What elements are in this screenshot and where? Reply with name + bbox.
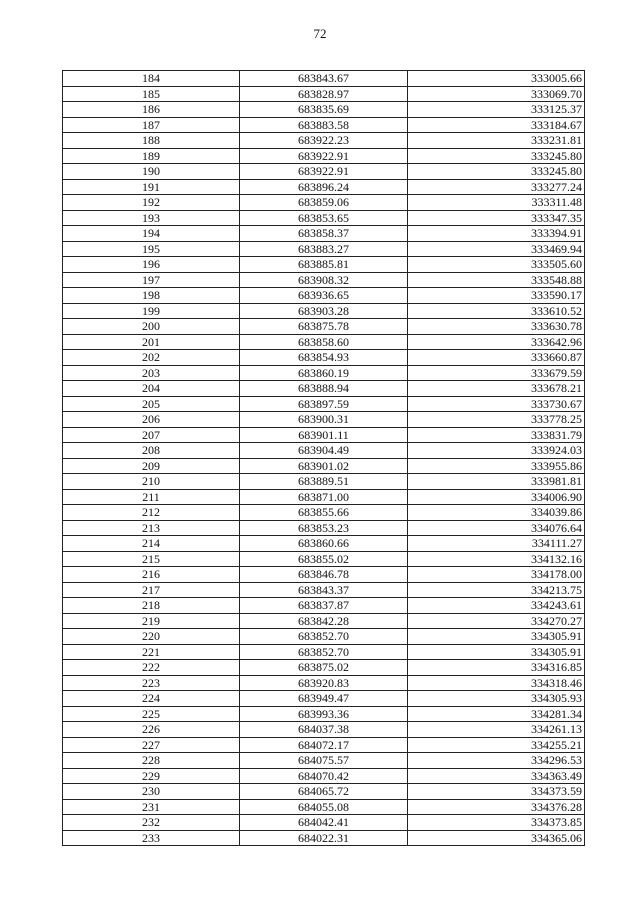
table-row <box>63 272 585 288</box>
x-coordinate-cell: 683883.58 <box>240 117 408 133</box>
point-number-cell: 226 <box>63 722 240 738</box>
x-coordinate-cell: 683855.02 <box>240 551 408 567</box>
x-coordinate-cell: 683837.87 <box>240 598 408 614</box>
x-coordinate-cell: 683853.23 <box>240 520 408 536</box>
y-coordinate-cell: 333125.37 <box>408 102 585 118</box>
table-row <box>63 722 585 738</box>
table-row <box>63 768 585 784</box>
x-coordinate-cell: 683922.91 <box>240 164 408 180</box>
x-coordinate-cell: 683842.28 <box>240 613 408 629</box>
x-coordinate-cell: 683875.02 <box>240 660 408 676</box>
y-coordinate-cell: 334365.06 <box>408 830 585 846</box>
table-row <box>63 427 585 443</box>
table-row <box>63 815 585 831</box>
table-row <box>63 117 585 133</box>
y-coordinate-cell: 334178.00 <box>408 567 585 583</box>
y-coordinate-cell: 334373.85 <box>408 815 585 831</box>
point-number-cell: 224 <box>63 691 240 707</box>
table-row <box>63 706 585 722</box>
table-row <box>63 288 585 304</box>
y-coordinate-cell: 333005.66 <box>408 71 585 87</box>
point-number-cell: 199 <box>63 303 240 319</box>
x-coordinate-cell: 683858.37 <box>240 226 408 242</box>
table-row <box>63 303 585 319</box>
y-coordinate-cell: 334363.49 <box>408 768 585 784</box>
point-number-cell: 216 <box>63 567 240 583</box>
table-row <box>63 350 585 366</box>
point-number-cell: 193 <box>63 210 240 226</box>
point-number-cell: 209 <box>63 458 240 474</box>
y-coordinate-cell: 333610.52 <box>408 303 585 319</box>
x-coordinate-cell: 684022.31 <box>240 830 408 846</box>
y-coordinate-cell: 334296.53 <box>408 753 585 769</box>
x-coordinate-cell: 683885.81 <box>240 257 408 273</box>
y-coordinate-cell: 333394.91 <box>408 226 585 242</box>
x-coordinate-cell: 683883.27 <box>240 241 408 257</box>
table-row <box>63 396 585 412</box>
table-row <box>63 133 585 149</box>
table-row <box>63 412 585 428</box>
table-row <box>63 520 585 536</box>
y-coordinate-cell: 333505.60 <box>408 257 585 273</box>
point-number-cell: 229 <box>63 768 240 784</box>
y-coordinate-cell: 334213.75 <box>408 582 585 598</box>
x-coordinate-cell: 683871.00 <box>240 489 408 505</box>
point-number-cell: 203 <box>63 365 240 381</box>
x-coordinate-cell: 683852.70 <box>240 629 408 645</box>
x-coordinate-cell: 683936.65 <box>240 288 408 304</box>
x-coordinate-cell: 683949.47 <box>240 691 408 707</box>
point-number-cell: 221 <box>63 644 240 660</box>
table-row <box>63 102 585 118</box>
point-number-cell: 200 <box>63 319 240 335</box>
y-coordinate-cell: 334316.85 <box>408 660 585 676</box>
table-row <box>63 365 585 381</box>
table-row <box>63 210 585 226</box>
point-number-cell: 212 <box>63 505 240 521</box>
y-coordinate-cell: 333630.78 <box>408 319 585 335</box>
y-coordinate-cell: 333955.86 <box>408 458 585 474</box>
table-row <box>63 148 585 164</box>
y-coordinate-cell: 333679.59 <box>408 365 585 381</box>
y-coordinate-cell: 333245.80 <box>408 148 585 164</box>
x-coordinate-cell: 683859.06 <box>240 195 408 211</box>
table-row <box>63 195 585 211</box>
table-row <box>63 660 585 676</box>
y-coordinate-cell: 333548.88 <box>408 272 585 288</box>
point-number-cell: 220 <box>63 629 240 645</box>
table-row <box>63 799 585 815</box>
point-number-cell: 188 <box>63 133 240 149</box>
y-coordinate-cell: 333981.81 <box>408 474 585 490</box>
table-row <box>63 582 585 598</box>
y-coordinate-cell: 333590.17 <box>408 288 585 304</box>
table-row <box>63 567 585 583</box>
y-coordinate-cell: 334039.86 <box>408 505 585 521</box>
table-row <box>63 257 585 273</box>
x-coordinate-cell: 683858.60 <box>240 334 408 350</box>
x-coordinate-cell: 683897.59 <box>240 396 408 412</box>
table-row <box>63 675 585 691</box>
y-coordinate-cell: 333184.67 <box>408 117 585 133</box>
point-number-cell: 205 <box>63 396 240 412</box>
x-coordinate-cell: 684055.08 <box>240 799 408 815</box>
x-coordinate-cell: 683900.31 <box>240 412 408 428</box>
x-coordinate-cell: 683889.51 <box>240 474 408 490</box>
table-row <box>63 551 585 567</box>
x-coordinate-cell: 683843.37 <box>240 582 408 598</box>
table-row <box>63 241 585 257</box>
x-coordinate-cell: 683888.94 <box>240 381 408 397</box>
y-coordinate-cell: 334255.21 <box>408 737 585 753</box>
point-number-cell: 190 <box>63 164 240 180</box>
point-number-cell: 217 <box>63 582 240 598</box>
point-number-cell: 197 <box>63 272 240 288</box>
y-coordinate-cell: 334076.64 <box>408 520 585 536</box>
x-coordinate-cell: 683828.97 <box>240 86 408 102</box>
point-number-cell: 201 <box>63 334 240 350</box>
x-coordinate-cell: 683855.66 <box>240 505 408 521</box>
table-row <box>63 381 585 397</box>
point-number-cell: 211 <box>63 489 240 505</box>
table-row <box>63 164 585 180</box>
table-row <box>63 489 585 505</box>
point-number-cell: 204 <box>63 381 240 397</box>
x-coordinate-cell: 683922.91 <box>240 148 408 164</box>
y-coordinate-cell: 334111.27 <box>408 536 585 552</box>
y-coordinate-cell: 334318.46 <box>408 675 585 691</box>
x-coordinate-cell: 684070.42 <box>240 768 408 784</box>
table-row <box>63 830 585 846</box>
y-coordinate-cell: 333660.87 <box>408 350 585 366</box>
point-number-cell: 207 <box>63 427 240 443</box>
point-number-cell: 232 <box>63 815 240 831</box>
y-coordinate-cell: 333831.79 <box>408 427 585 443</box>
point-number-cell: 215 <box>63 551 240 567</box>
y-coordinate-cell: 333245.80 <box>408 164 585 180</box>
table-row <box>63 691 585 707</box>
point-number-cell: 214 <box>63 536 240 552</box>
table-row <box>63 536 585 552</box>
y-coordinate-cell: 334132.16 <box>408 551 585 567</box>
x-coordinate-cell: 683920.83 <box>240 675 408 691</box>
x-coordinate-cell: 683852.70 <box>240 644 408 660</box>
x-coordinate-cell: 683860.66 <box>240 536 408 552</box>
point-number-cell: 225 <box>63 706 240 722</box>
table-row <box>63 458 585 474</box>
y-coordinate-cell: 333469.94 <box>408 241 585 257</box>
point-number-cell: 230 <box>63 784 240 800</box>
point-number-cell: 192 <box>63 195 240 211</box>
point-number-cell: 184 <box>63 71 240 87</box>
x-coordinate-cell: 683846.78 <box>240 567 408 583</box>
table-row <box>63 334 585 350</box>
x-coordinate-cell: 683875.78 <box>240 319 408 335</box>
point-number-cell: 223 <box>63 675 240 691</box>
y-coordinate-cell: 333924.03 <box>408 443 585 459</box>
y-coordinate-cell: 333311.48 <box>408 195 585 211</box>
table-row <box>63 86 585 102</box>
x-coordinate-cell: 684072.17 <box>240 737 408 753</box>
point-number-cell: 186 <box>63 102 240 118</box>
table-row <box>63 629 585 645</box>
x-coordinate-cell: 683860.19 <box>240 365 408 381</box>
x-coordinate-cell: 683922.23 <box>240 133 408 149</box>
x-coordinate-cell: 683903.28 <box>240 303 408 319</box>
y-coordinate-cell: 334261.13 <box>408 722 585 738</box>
table-row <box>63 784 585 800</box>
x-coordinate-cell: 683901.11 <box>240 427 408 443</box>
x-coordinate-cell: 683901.02 <box>240 458 408 474</box>
coordinates-table <box>62 70 585 846</box>
y-coordinate-cell: 334373.59 <box>408 784 585 800</box>
point-number-cell: 219 <box>63 613 240 629</box>
table-row <box>63 598 585 614</box>
x-coordinate-cell: 683835.69 <box>240 102 408 118</box>
point-number-cell: 222 <box>63 660 240 676</box>
table-row <box>63 319 585 335</box>
table-row <box>63 179 585 195</box>
y-coordinate-cell: 333730.67 <box>408 396 585 412</box>
table-row <box>63 644 585 660</box>
coordinates-table-body <box>63 71 585 846</box>
y-coordinate-cell: 334006.90 <box>408 489 585 505</box>
point-number-cell: 202 <box>63 350 240 366</box>
y-coordinate-cell: 334305.91 <box>408 629 585 645</box>
point-number-cell: 195 <box>63 241 240 257</box>
y-coordinate-cell: 333069.70 <box>408 86 585 102</box>
y-coordinate-cell: 334305.91 <box>408 644 585 660</box>
x-coordinate-cell: 683908.32 <box>240 272 408 288</box>
y-coordinate-cell: 334243.61 <box>408 598 585 614</box>
x-coordinate-cell: 683843.67 <box>240 71 408 87</box>
point-number-cell: 218 <box>63 598 240 614</box>
table-row <box>63 71 585 87</box>
table-row <box>63 505 585 521</box>
table-row <box>63 753 585 769</box>
table-row <box>63 737 585 753</box>
point-number-cell: 191 <box>63 179 240 195</box>
y-coordinate-cell: 334270.27 <box>408 613 585 629</box>
x-coordinate-cell: 684037.38 <box>240 722 408 738</box>
y-coordinate-cell: 334376.28 <box>408 799 585 815</box>
y-coordinate-cell: 333778.25 <box>408 412 585 428</box>
point-number-cell: 210 <box>63 474 240 490</box>
x-coordinate-cell: 683896.24 <box>240 179 408 195</box>
x-coordinate-cell: 683854.93 <box>240 350 408 366</box>
x-coordinate-cell: 683904.49 <box>240 443 408 459</box>
point-number-cell: 196 <box>63 257 240 273</box>
x-coordinate-cell: 684075.57 <box>240 753 408 769</box>
y-coordinate-cell: 333231.81 <box>408 133 585 149</box>
x-coordinate-cell: 683993.36 <box>240 706 408 722</box>
y-coordinate-cell: 333277.24 <box>408 179 585 195</box>
point-number-cell: 189 <box>63 148 240 164</box>
point-number-cell: 185 <box>63 86 240 102</box>
point-number-cell: 227 <box>63 737 240 753</box>
point-number-cell: 231 <box>63 799 240 815</box>
y-coordinate-cell: 333642.96 <box>408 334 585 350</box>
point-number-cell: 206 <box>63 412 240 428</box>
x-coordinate-cell: 683853.65 <box>240 210 408 226</box>
point-number-cell: 228 <box>63 753 240 769</box>
table-row <box>63 443 585 459</box>
table-row <box>63 613 585 629</box>
point-number-cell: 208 <box>63 443 240 459</box>
page-number: 72 <box>313 26 327 41</box>
y-coordinate-cell: 333678.21 <box>408 381 585 397</box>
y-coordinate-cell: 334281.34 <box>408 706 585 722</box>
point-number-cell: 198 <box>63 288 240 304</box>
y-coordinate-cell: 333347.35 <box>408 210 585 226</box>
table-row <box>63 474 585 490</box>
y-coordinate-cell: 334305.93 <box>408 691 585 707</box>
point-number-cell: 233 <box>63 830 240 846</box>
point-number-cell: 187 <box>63 117 240 133</box>
point-number-cell: 213 <box>63 520 240 536</box>
table-row <box>63 226 585 242</box>
x-coordinate-cell: 684042.41 <box>240 815 408 831</box>
x-coordinate-cell: 684065.72 <box>240 784 408 800</box>
point-number-cell: 194 <box>63 226 240 242</box>
